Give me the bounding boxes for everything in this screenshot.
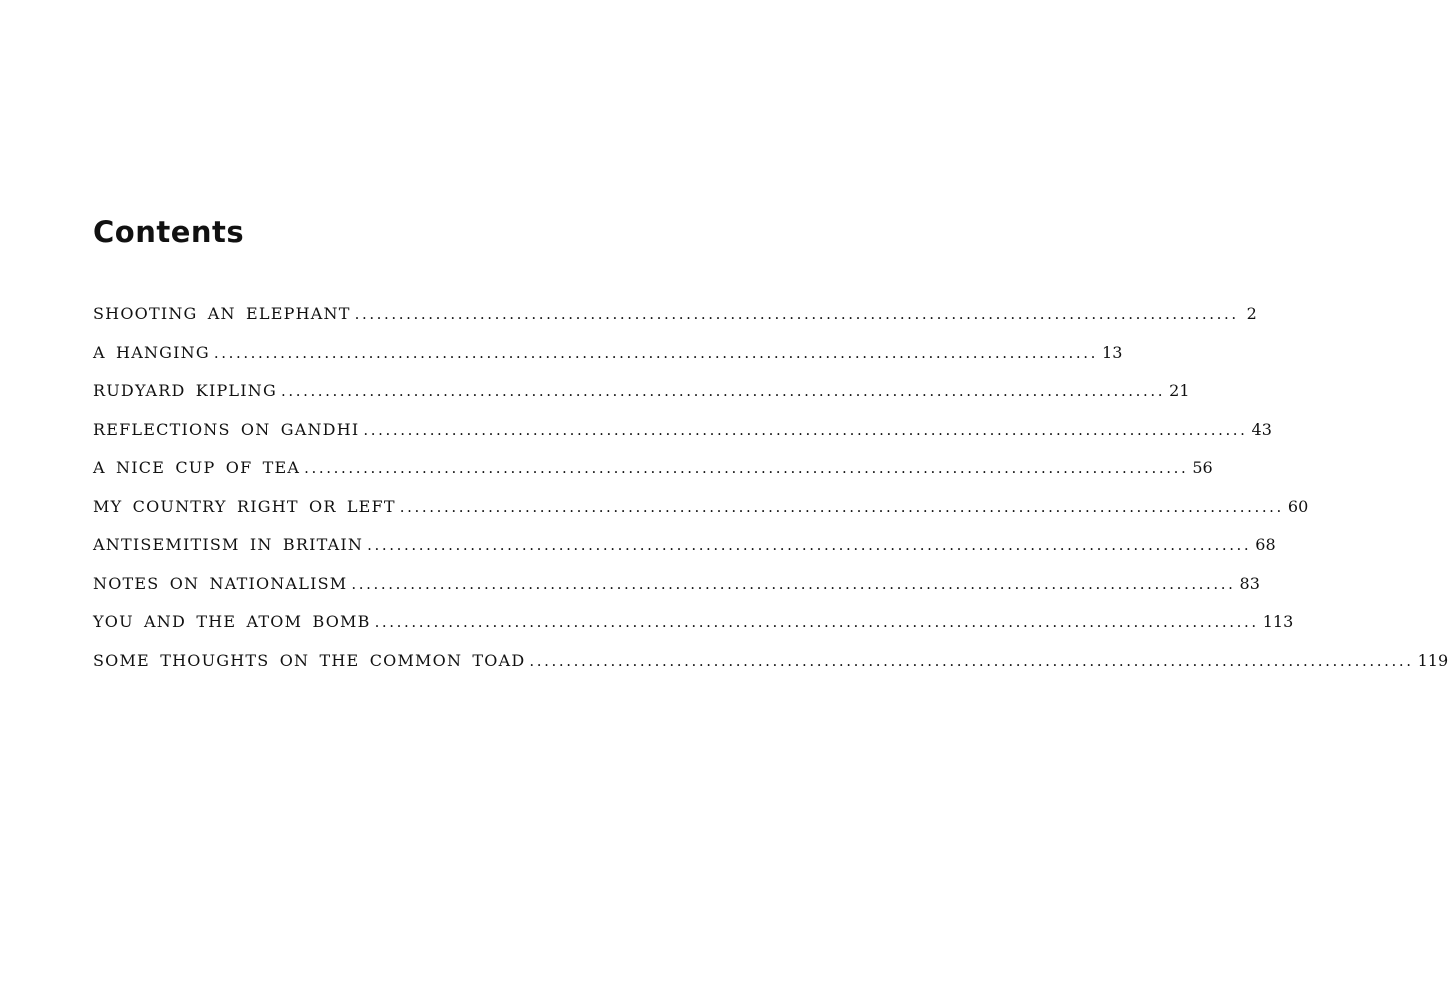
- toc-entry-page: 113: [1262, 612, 1294, 631]
- toc-entry-page: 56: [1192, 458, 1213, 477]
- toc-entry-page: 43: [1251, 419, 1272, 439]
- toc-entry: [93, 612, 1294, 651]
- toc-entry: [93, 381, 1190, 420]
- toc-entry-title: YOU AND THE ATOM BOMB: [93, 612, 371, 631]
- toc-entry: [93, 458, 1213, 497]
- toc-entry-title: SHOOTING AN ELEPHANT: [93, 304, 351, 323]
- dot-leader: ........................................................................................................................: [529, 651, 1414, 670]
- toc-entry: [93, 650, 1448, 690]
- toc-entry: [93, 419, 1272, 459]
- toc-entry-page: 60: [1287, 496, 1309, 516]
- toc-entry-page: 13: [1102, 342, 1123, 362]
- dot-leader: ........................................................................................................................: [280, 382, 1166, 400]
- toc-entry-title: MY COUNTRY RIGHT OR LEFT: [93, 496, 396, 516]
- toc-entry-title: A NICE CUP OF TEA: [93, 458, 301, 477]
- toc-entry-title: REFLECTIONS ON GANDHI: [93, 419, 360, 439]
- dot-leader: ........................................................................................................................: [363, 420, 1248, 439]
- toc-entry: [93, 342, 1123, 382]
- dot-leader: ........................................................................................................................: [399, 497, 1284, 516]
- toc-entry: [93, 304, 1257, 343]
- toc-entry-page: 2: [1246, 304, 1257, 323]
- toc-entry-title: ANTISEMITISM IN BRITAIN: [93, 535, 364, 554]
- toc-entry-title: A HANGING: [93, 342, 210, 362]
- toc-entry-page: 68: [1255, 535, 1276, 554]
- toc-entry: [93, 535, 1276, 574]
- dot-leader: ........................................................................................................................: [367, 536, 1252, 554]
- dot-leader: ........................................................................................................................: [354, 305, 1239, 323]
- dot-leader: ........................................................................................................................: [213, 343, 1099, 362]
- dot-leader: ........................................................................................................................: [374, 613, 1259, 631]
- toc-entry-page: 83: [1239, 573, 1260, 593]
- toc-entry-page: 21: [1169, 381, 1190, 400]
- page-title: Contents: [93, 215, 245, 249]
- dot-leader: ........................................................................................................................: [304, 459, 1189, 477]
- table-of-contents: [93, 304, 1448, 689]
- toc-entry-page: 119: [1417, 650, 1448, 670]
- toc-entry-title: RUDYARD KIPLING: [93, 381, 277, 400]
- toc-entry-title: NOTES ON NATIONALISM: [93, 573, 348, 593]
- toc-entry: [93, 573, 1260, 613]
- toc-entry-title: SOME THOUGHTS ON THE COMMON TOAD: [93, 650, 526, 670]
- toc-entry: [93, 496, 1309, 536]
- dot-leader: ........................................................................................................................: [351, 574, 1236, 593]
